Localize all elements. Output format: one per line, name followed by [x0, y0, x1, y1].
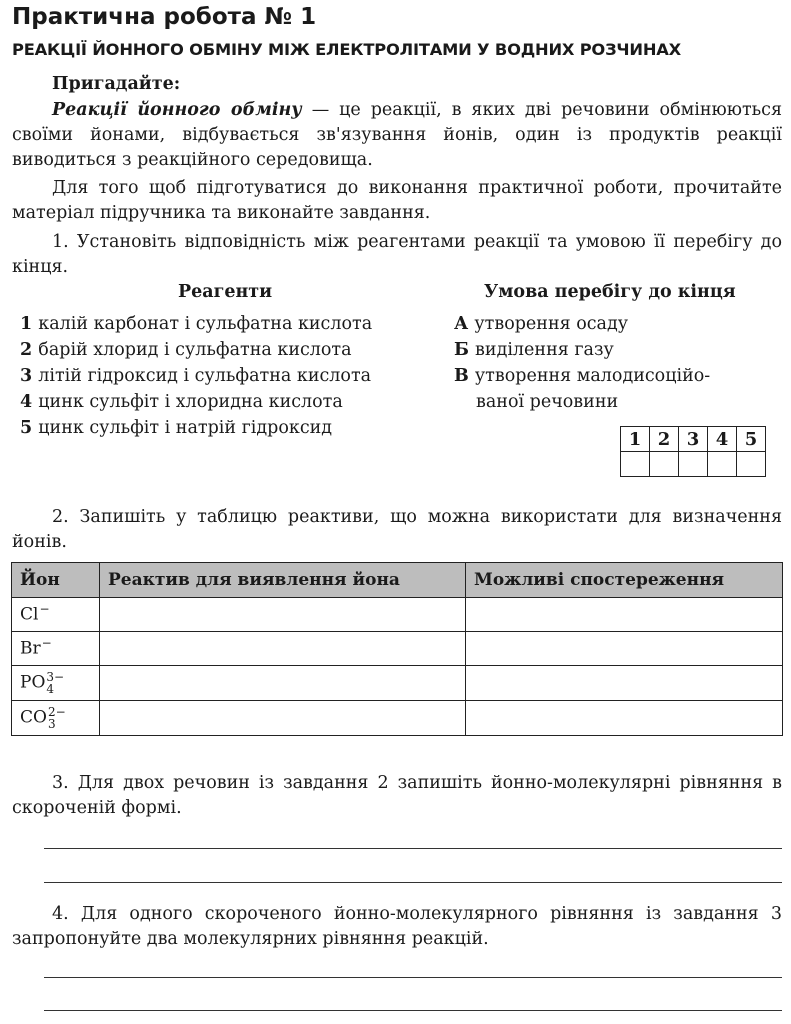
- definition-text: — це реакції, в яких дві речовини обмінюються своїми йонами, відбувається зв'язування йонів, один із продуктів реакції виводиться з реакційного середовища.: [12, 100, 782, 170]
- answer-line[interactable]: [44, 848, 782, 849]
- reagent-number: 3: [20, 366, 39, 386]
- answer-number-cell: 5: [737, 427, 766, 452]
- ion-formula: Cl: [20, 604, 39, 624]
- answer-table: [620, 426, 766, 477]
- ion-table-header-row: [12, 563, 783, 598]
- reagent-number: 4: [20, 392, 39, 412]
- answer-table-header-row: [621, 427, 766, 452]
- answer-line[interactable]: [44, 882, 782, 883]
- answer-line[interactable]: [44, 977, 782, 978]
- condition-text: виділення газу: [475, 340, 614, 360]
- ion-subscript: [39, 615, 49, 627]
- condition-item: [454, 314, 628, 334]
- page-subtitle: РЕАКЦІЇ ЙОННОГО ОБМІНУ МІЖ ЕЛЕКТРОЛІТАМИ У ВОДНИХ РОЗЧИНАХ: [12, 40, 681, 59]
- reagent-text: цинк сульфіт і хлоридна кислота: [38, 392, 343, 412]
- ion-cell: [12, 666, 100, 701]
- remember-label: Пригадайте:: [52, 74, 181, 94]
- reagent-column-header: Реактив для виявлення йона: [100, 563, 466, 598]
- condition-text: ваної речовини: [476, 392, 619, 412]
- reagent-answer-cell[interactable]: [100, 598, 466, 632]
- definition-paragraph: [12, 98, 782, 173]
- condition-item: [476, 392, 618, 412]
- definition-term: Реакції йонного обміну: [52, 100, 302, 120]
- task4-text: 4. Для одного скороченого йонно-молекулярного рівняння із завдання 3 запропонуйте два молекулярних рівняння реакцій.: [12, 904, 782, 949]
- ion-formula: CO: [20, 707, 47, 728]
- ion-script: [39, 603, 49, 627]
- answer-input-cell[interactable]: [650, 452, 679, 477]
- reagents-header: Реагенти: [178, 282, 273, 302]
- observation-answer-cell[interactable]: [466, 666, 783, 701]
- ion-formula: Br: [20, 638, 41, 658]
- observation-answer-cell[interactable]: [466, 598, 783, 632]
- answer-input-cell[interactable]: [737, 452, 766, 477]
- task2-text: 2. Запишіть у таблицю реактиви, що можна використати для визначення йонів.: [12, 507, 782, 552]
- condition-text: утворення осаду: [474, 314, 629, 334]
- ion-column-header: Йон: [12, 563, 100, 598]
- reagent-answer-cell[interactable]: [100, 701, 466, 736]
- reagent-text: барій хлорид і сульфатна кислота: [38, 340, 352, 360]
- ion-charge: 2−: [47, 705, 66, 719]
- observation-answer-cell[interactable]: [466, 701, 783, 736]
- reagent-number: 5: [20, 418, 39, 438]
- observations-column-header: Можливі спостереження: [466, 563, 783, 598]
- ion-cell: [12, 632, 100, 666]
- answer-input-cell[interactable]: [621, 452, 650, 477]
- reagent-text: цинк сульфіт і натрій гідроксид: [38, 418, 333, 438]
- reagent-text: літій гідроксид і сульфатна кислота: [38, 366, 372, 386]
- intro-paragraph: Для того щоб підготуватися до виконання практичної роботи, прочитайте матеріал підручника та виконайте завдання.: [12, 178, 782, 223]
- ion-script: [46, 671, 64, 695]
- ion-table-row: [12, 666, 783, 701]
- reagent-text: калій карбонат і сульфатна кислота: [38, 314, 373, 334]
- answer-input-cell[interactable]: [679, 452, 708, 477]
- answer-number-cell: 2: [650, 427, 679, 452]
- reagent-number: 1: [20, 314, 39, 334]
- condition-letter: В: [454, 366, 475, 386]
- answer-number-cell: 4: [708, 427, 737, 452]
- ion-subscript: 4: [46, 682, 55, 696]
- answer-line[interactable]: [44, 1010, 782, 1011]
- reagent-item: [20, 340, 352, 360]
- condition-text: утворення малодисоційо-: [474, 366, 711, 386]
- reagent-answer-cell[interactable]: [100, 632, 466, 666]
- ion-script: [48, 706, 66, 730]
- condition-letter: А: [454, 314, 475, 334]
- condition-letter: Б: [454, 340, 476, 360]
- ion-table: [11, 562, 783, 736]
- ion-script: [42, 637, 52, 661]
- reagent-item: [20, 366, 371, 386]
- reagent-number: 2: [20, 340, 39, 360]
- reagent-answer-cell[interactable]: [100, 666, 466, 701]
- ion-table-row: [12, 701, 783, 736]
- observation-answer-cell[interactable]: [466, 632, 783, 666]
- condition-item: [454, 366, 710, 386]
- ion-formula: PO: [20, 672, 46, 693]
- answer-number-cell: 1: [621, 427, 650, 452]
- reagent-item: [20, 418, 332, 438]
- ion-charge: 3−: [46, 670, 65, 684]
- ion-table-row: [12, 632, 783, 666]
- task1-text: 1. Установіть відповідність між реагентами реакції та умовою її перебігу до кінця.: [12, 232, 782, 277]
- ion-table-row: [12, 598, 783, 632]
- ion-cell: [12, 598, 100, 632]
- ion-subscript: [42, 649, 52, 661]
- reagent-item: [20, 314, 372, 334]
- condition-item: [454, 340, 614, 360]
- answer-number-cell: 3: [679, 427, 708, 452]
- conditions-header: Умова перебігу до кінця: [484, 282, 736, 302]
- ion-charge: −: [41, 635, 52, 650]
- reagent-item: [20, 392, 343, 412]
- answer-table-answer-row: [621, 452, 766, 477]
- task3-text: 3. Для двох речовин із завдання 2 запишіть йонно-молекулярні рівняння в скороченій формі.: [12, 773, 782, 818]
- ion-subscript: 3: [47, 717, 56, 731]
- ion-cell: [12, 701, 100, 736]
- ion-charge: −: [39, 601, 50, 616]
- page-title: Практична робота № 1: [12, 4, 317, 30]
- answer-input-cell[interactable]: [708, 452, 737, 477]
